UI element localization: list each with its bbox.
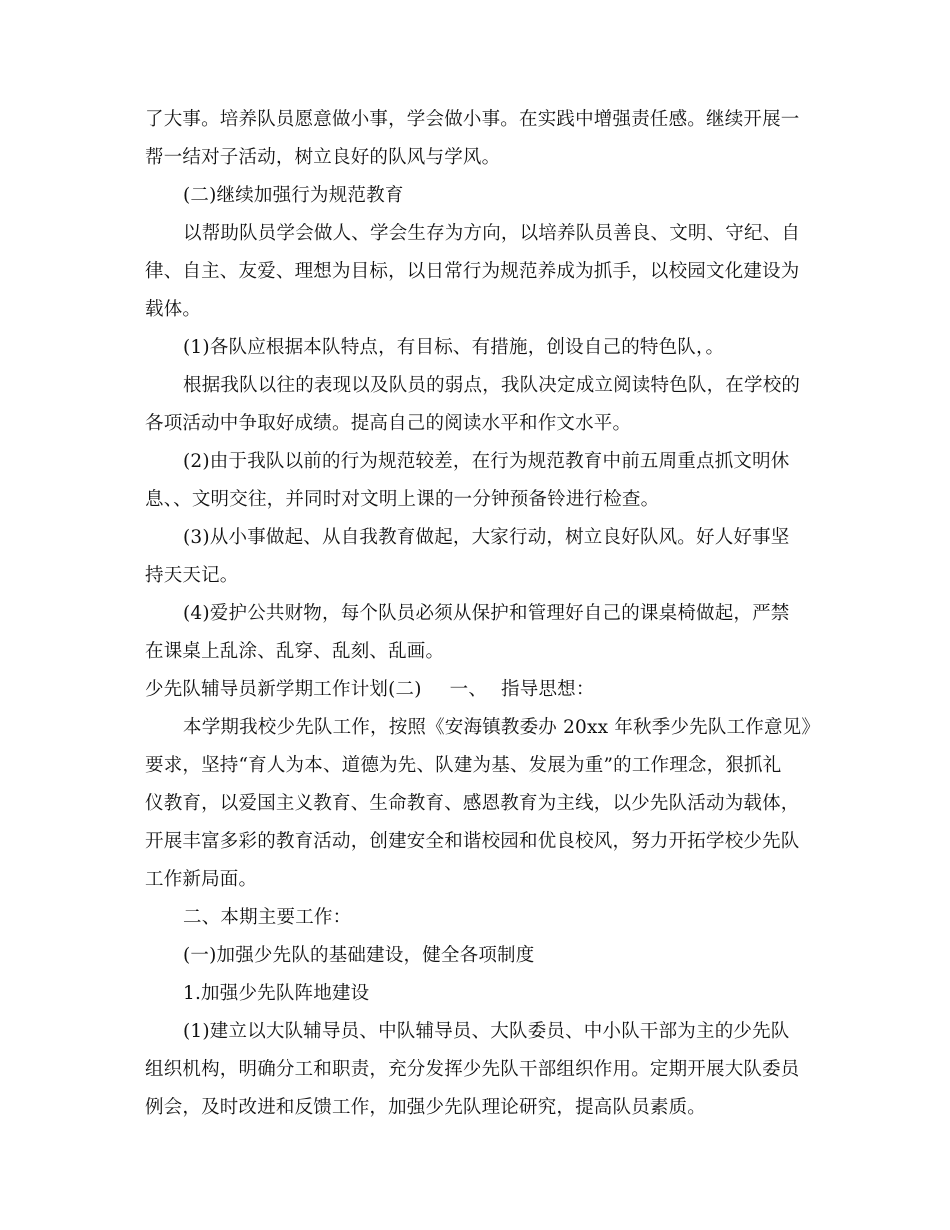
section-heading: (一)加强少先队的基础建设，健全各项制度	[183, 945, 535, 966]
text-line: (1)各队应根据本队特点，有目标、有措施，创设自己的特色队，。	[183, 337, 725, 358]
heading-number: 一、	[449, 679, 488, 700]
text-line: 开展丰富多彩的教育活动，创建安全和谐校园和优良校风，努力开拓学校少先队	[145, 831, 800, 852]
heading-title: 少先队辅导员新学期工作计划(二)	[145, 679, 422, 700]
text-line: 根据我队以往的表现以及队员的弱点，我队决定成立阅读特色队，在学校的	[183, 375, 801, 396]
text-line: 载体。	[145, 299, 202, 320]
section-heading: 1.加强少先队阵地建设	[183, 983, 370, 1004]
text-line: 工作新局面。	[145, 869, 258, 890]
text-line: 例会，及时改进和反馈工作，加强少先队理论研究，提高队员素质。	[145, 1097, 707, 1118]
text-line: 各项活动中争取好成绩。提高自己的阅读水平和作文水平。	[145, 413, 632, 434]
text-line: 帮一结对子活动，树立良好的队风与学风。	[145, 147, 501, 168]
text-line: (1)建立以大队辅导员、中队辅导员、大队委员、中小队干部为主的少先队	[183, 1021, 790, 1042]
section-heading: (二)继续加强行为规范教育	[183, 185, 404, 206]
text-line: 持天天记。	[145, 565, 239, 586]
heading-subtitle: 指导思想：	[501, 679, 595, 700]
text-line: 组织机构，明确分工和职责，充分发挥少先队干部组织作用。定期开展大队委员	[145, 1059, 800, 1080]
text-line: 息、、文明交往，并同时对文明上课的一分钟预备铃进行检查。	[145, 489, 660, 510]
text-line: 律、自主、友爱、理想为目标，以日常行为规范养成为抓手，以校园文化建设为	[145, 261, 800, 282]
text-line: (2)由于我队以前的行为规范较差，在行为规范教育中前五周重点抓文明休	[183, 451, 790, 472]
text-line: 在课桌上乱涂、乱穿、乱刻、乱画。	[145, 641, 445, 662]
text-line: (4)爱护公共财物，每个队员必须从保护和管理好自己的课桌椅做起，严禁	[183, 603, 790, 624]
text-line: 本学期我校少先队工作，按照《安海镇教委办 20xx 年秋季少先队工作意见》	[183, 717, 821, 738]
text-line: 以帮助队员学会做人、学会生存为方向，以培养队员善良、文明、守纪、自	[183, 223, 801, 244]
section-heading: 二、本期主要工作：	[183, 907, 352, 928]
text-line: 仪教育，以爱国主义教育、生命教育、感恩教育为主线，以少先队活动为载体，	[145, 793, 800, 814]
text-line: (3)从小事做起、从自我教育做起，大家行动，树立良好队风。好人好事坚	[183, 527, 790, 548]
text-line: 要求，坚持“育人为本、道德为先、队建为基、发展为重”的工作理念，狠抓礼	[145, 755, 782, 776]
text-line: 了大事。培养队员愿意做小事，学会做小事。在实践中增强责任感。继续开展一	[145, 109, 800, 130]
document-heading	[145, 678, 595, 702]
